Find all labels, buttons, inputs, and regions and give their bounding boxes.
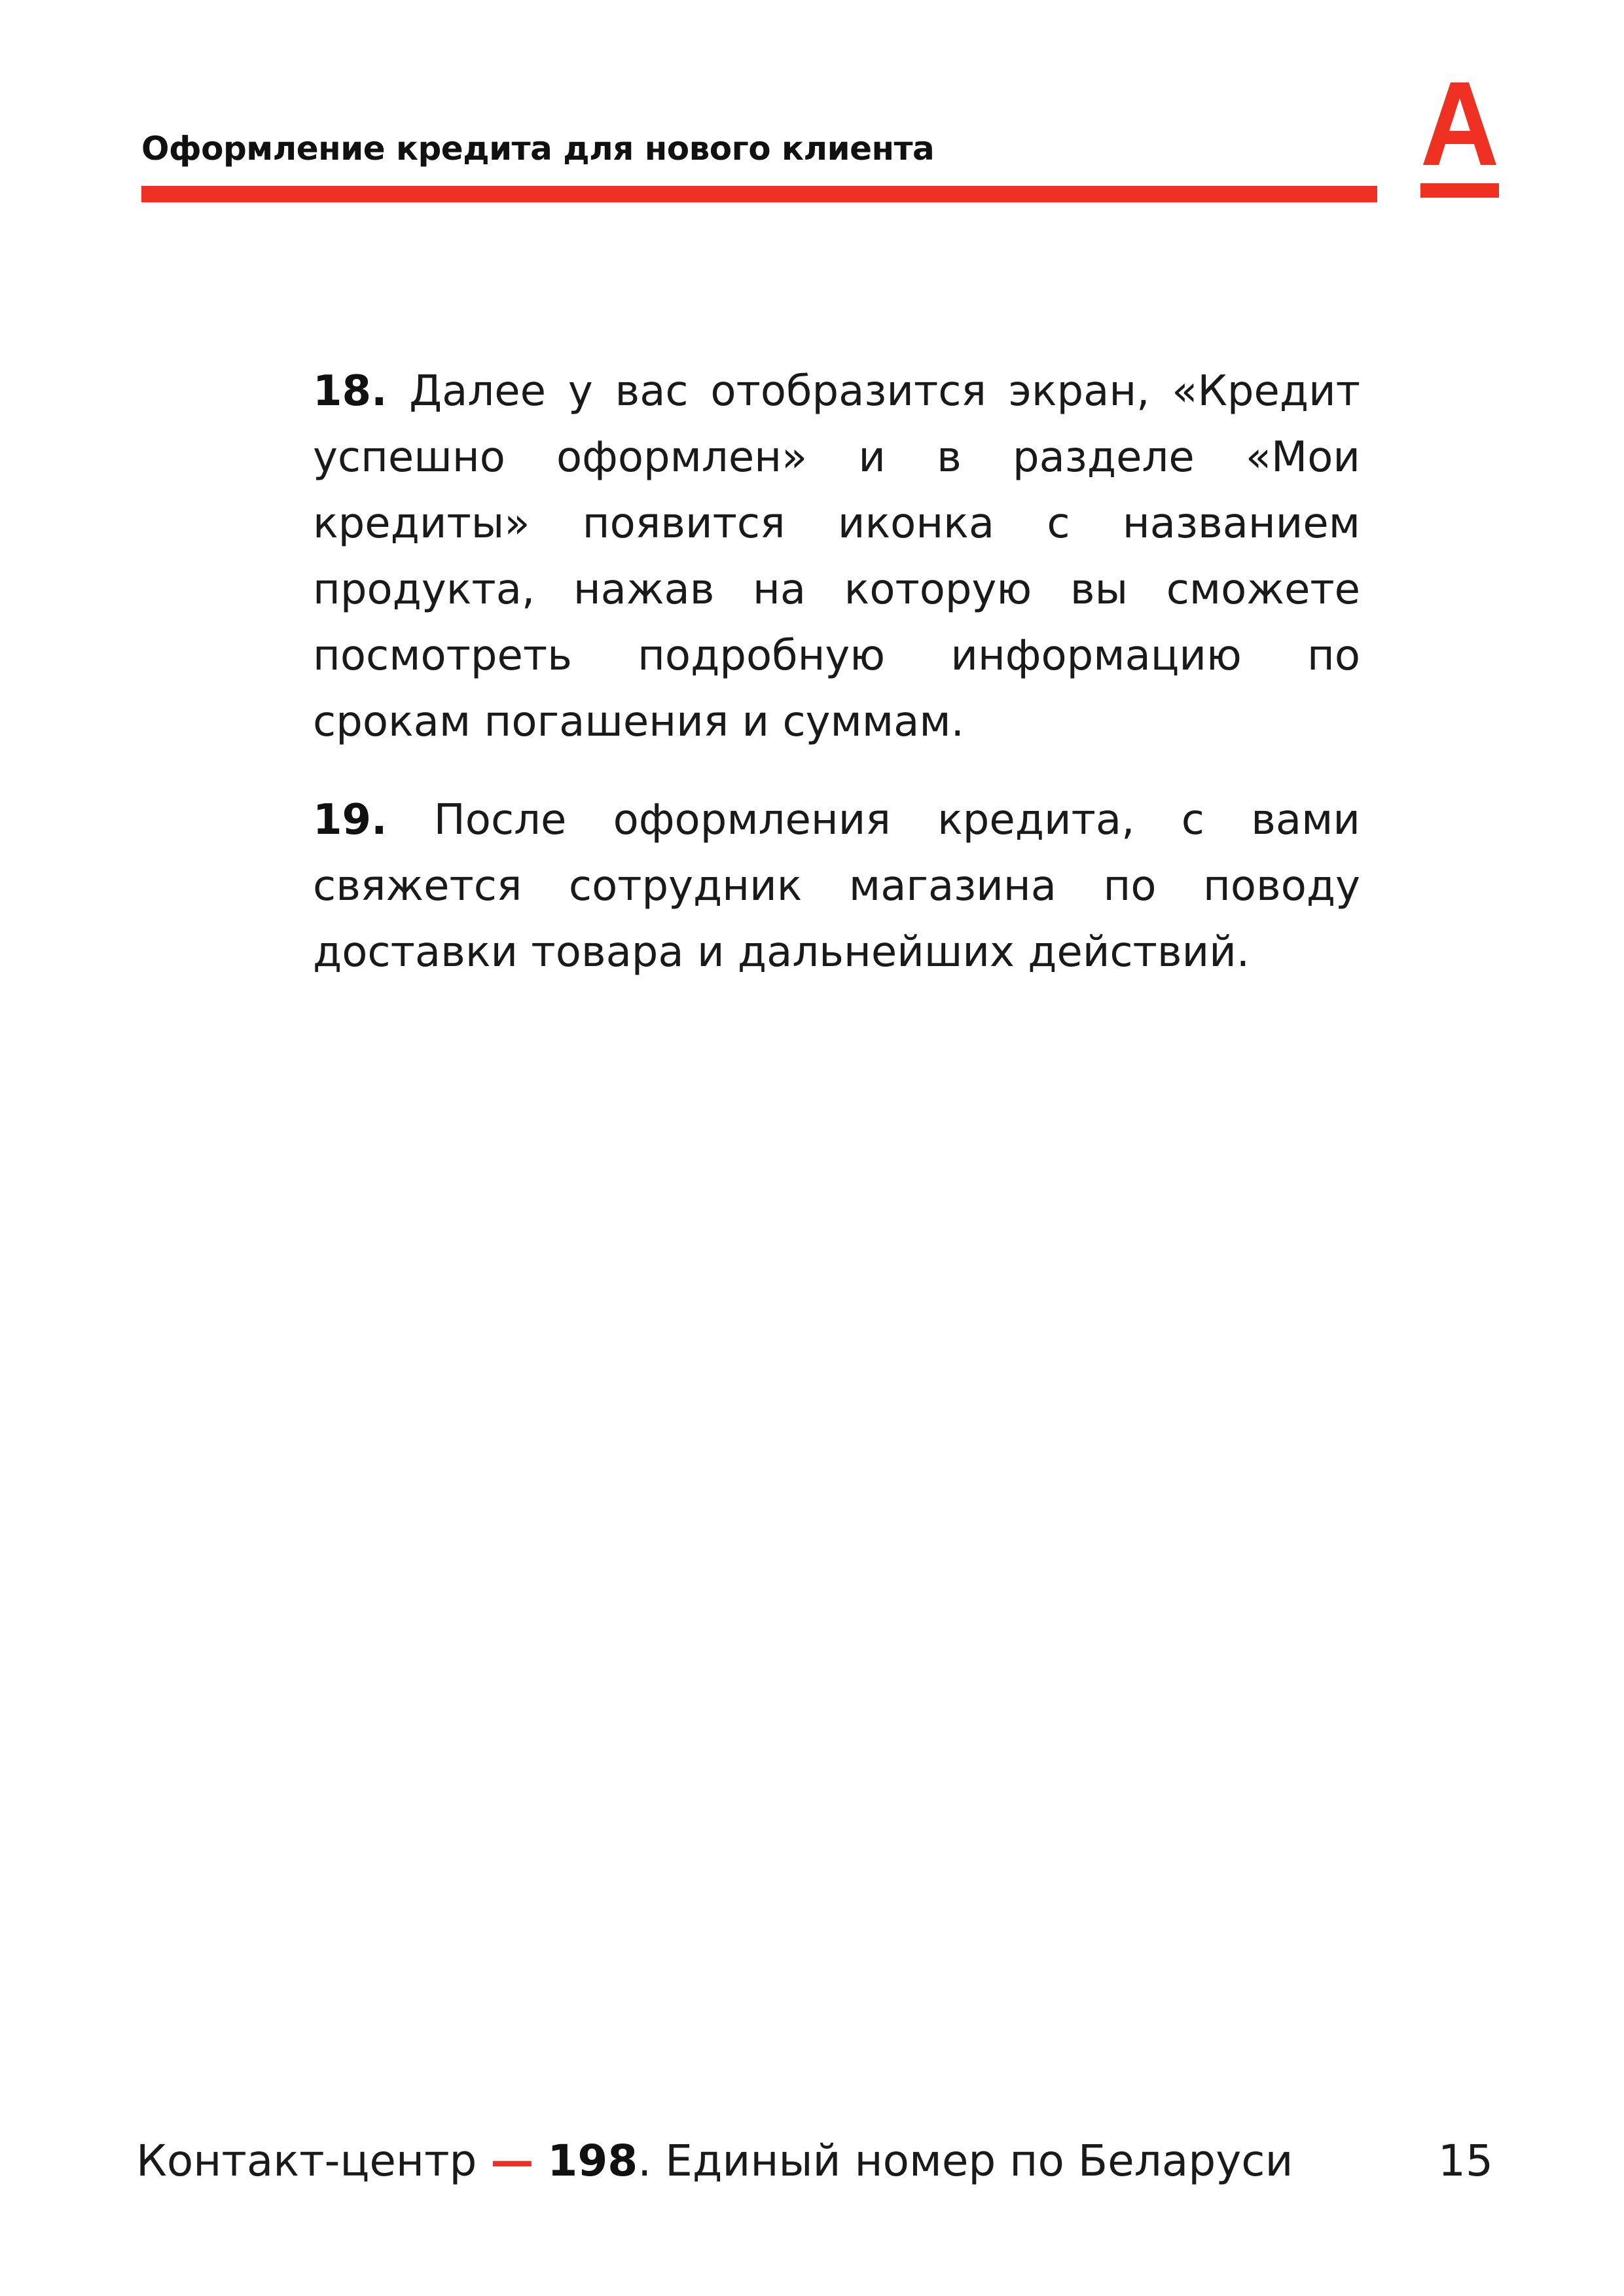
contact-center-number: 198	[547, 2136, 638, 2186]
step-text: После оформления кредита, с вами свяжется сотрудник магазина по поводу доставки товара и дальнейших действий.	[313, 796, 1361, 977]
page-number: 15	[1438, 2136, 1493, 2186]
header-divider	[141, 186, 1377, 202]
step-paragraph	[313, 787, 1360, 986]
step-number: 19.	[313, 796, 388, 844]
footer-dash: —	[490, 2136, 534, 2186]
step-item	[313, 359, 1360, 755]
footer-suffix: . Единый номер по Беларуси	[638, 2136, 1293, 2186]
footer-label: Контакт-центр	[136, 2136, 477, 2186]
footer-contact	[136, 2136, 1293, 2186]
page-title: Оформление кредита для нового клиента	[141, 130, 935, 168]
step-paragraph	[313, 359, 1360, 755]
step-number: 18.	[313, 367, 388, 416]
alfa-bank-logo-icon	[1420, 79, 1499, 203]
step-text: Далее у вас отобразится экран, «Кредит успешно оформлен» и в разделе «Мои кредиты» появится иконка с названием продукта, нажав на которую вы сможете посмотреть подробную информацию по срокам погашения и суммам.	[313, 367, 1361, 746]
step-item	[313, 787, 1360, 986]
